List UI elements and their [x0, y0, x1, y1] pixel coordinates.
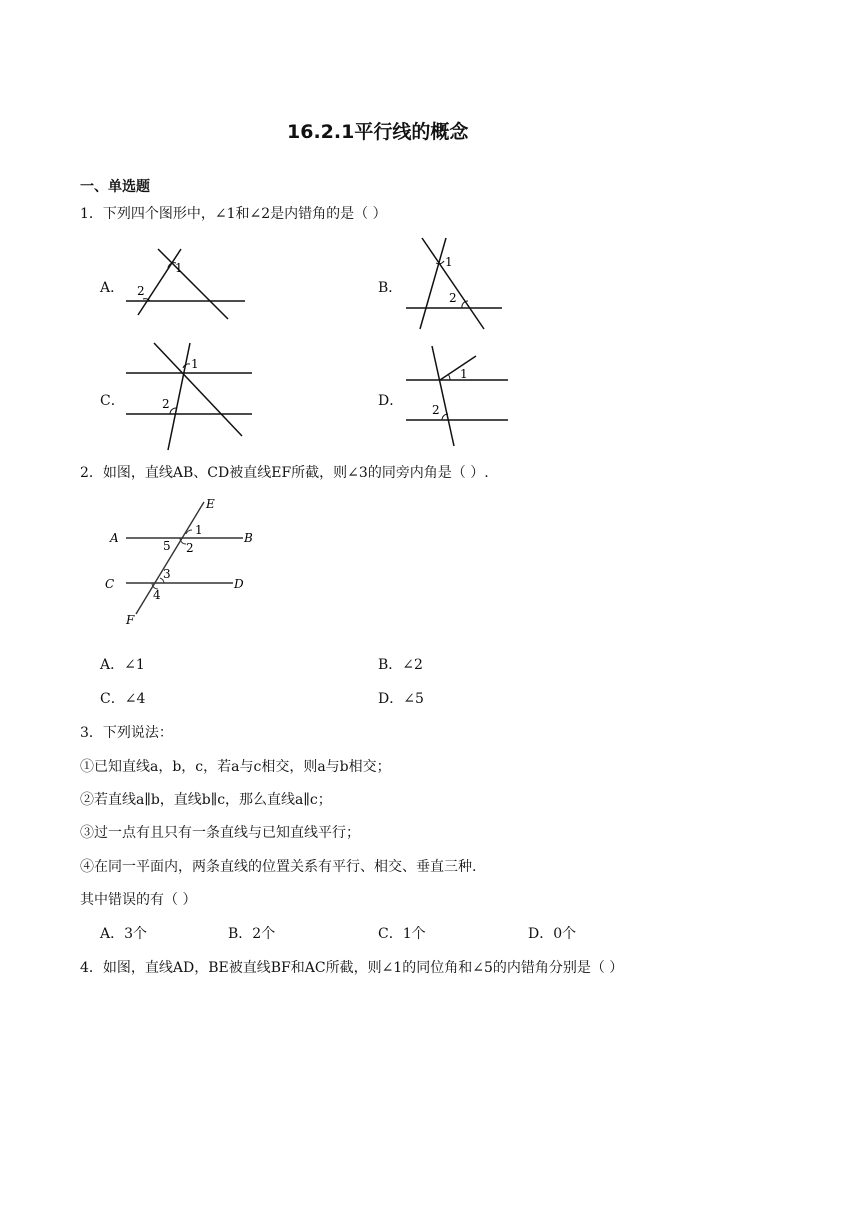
q1-option-a-label: A．: [100, 280, 125, 296]
q3-option-c: C．1个: [378, 926, 426, 942]
q2-label-a: A: [110, 531, 119, 545]
q3-stem: 3．下列说法：: [80, 725, 173, 741]
q1-option-d-label: D．: [378, 393, 404, 409]
q1-figure-c: [120, 338, 255, 454]
q2-stem: 2．如图，直线AB、CD被直线EF所截，则∠3的同旁内角是（ ）.: [80, 465, 489, 481]
q3-option-d: D．0个: [528, 926, 577, 942]
page-title: 16.2.1平行线的概念: [287, 121, 469, 143]
q2-angle-4: 4: [153, 588, 161, 602]
q2-option-c: C．∠4: [100, 691, 146, 707]
q2-option-a: A．∠1: [100, 657, 145, 673]
q2-label-c: C: [105, 577, 115, 591]
q1-figure-b: [400, 233, 510, 333]
q1c-angle-1: 1: [191, 357, 199, 371]
q1a-angle-1: 1: [175, 261, 183, 275]
q2-angle-3: 3: [163, 567, 171, 581]
q3-item-3: ③过一点有且只有一条直线与已知直线平行；: [80, 825, 360, 841]
q1d-angle-2: 2: [432, 403, 440, 417]
q1c-angle-2: 2: [162, 397, 170, 411]
q2-label-d: D: [234, 577, 244, 591]
q1b-angle-2: 2: [449, 291, 457, 305]
q1-figure-a: [120, 243, 250, 325]
q3-item-2: ②若直线a∥b，直线b∥c，那么直线a∥c；: [80, 792, 332, 808]
q2-option-d: D．∠5: [378, 691, 424, 707]
q2-angle-1: 1: [195, 523, 203, 537]
q2-label-e: E: [206, 497, 215, 511]
q4-stem: 4．如图，直线AD，BE被直线BF和AC所截，则∠1的同位角和∠5的内错角分别是（ ）: [80, 960, 624, 976]
q1-stem: 1．下列四个图形中，∠1和∠2是内错角的是（ ）: [80, 206, 387, 222]
q2-angle-2: 2: [186, 541, 194, 555]
q3-option-a: A．3个: [100, 926, 148, 942]
q1-option-c-label: C．: [100, 393, 125, 409]
q3-item-4: ④在同一平面内，两条直线的位置关系有平行、相交、垂直三种.: [80, 859, 477, 875]
q2-figure: [100, 494, 270, 630]
q2-option-b: B．∠2: [378, 657, 423, 673]
q3-option-b: B．2个: [228, 926, 276, 942]
q1a-angle-2: 2: [137, 284, 145, 298]
q2-label-f: F: [126, 613, 135, 627]
q1-figure-d: [400, 340, 515, 450]
q1b-angle-1: 1: [445, 255, 453, 269]
q1d-angle-1: 1: [460, 367, 468, 381]
q3-item-1: ①已知直线a，b，c，若a与c相交，则a与b相交；: [80, 759, 391, 775]
q1-option-b-label: B．: [378, 280, 403, 296]
q2-label-b: B: [244, 531, 253, 545]
q3-question: 其中错误的有（ ）: [80, 892, 197, 908]
section-heading: 一、单选题: [80, 179, 150, 195]
q2-angle-5: 5: [163, 539, 171, 553]
